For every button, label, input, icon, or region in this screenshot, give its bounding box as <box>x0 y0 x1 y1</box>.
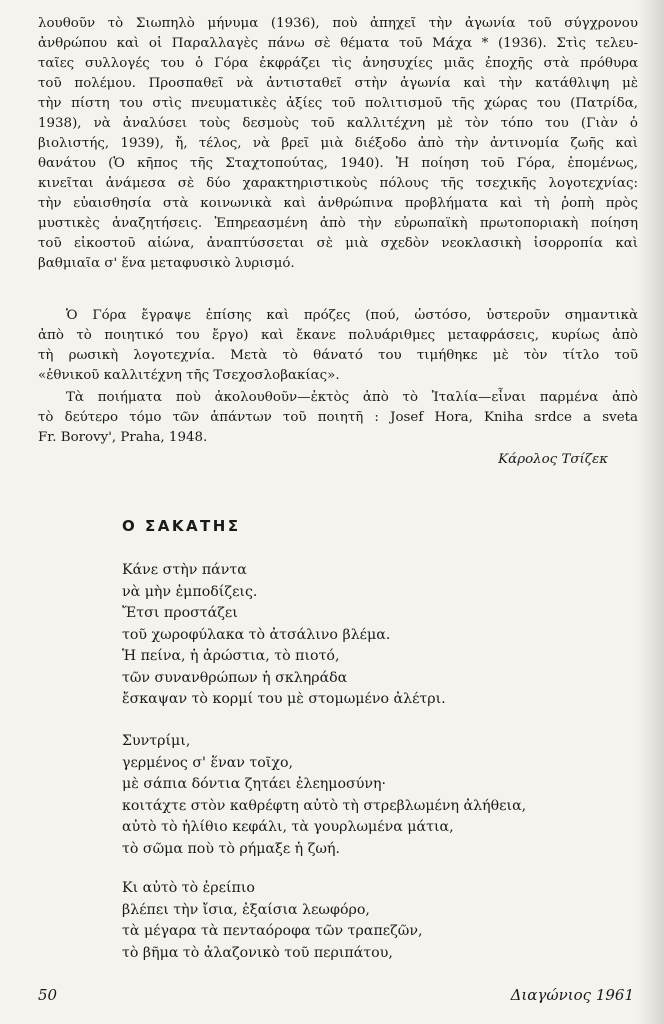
page-number: 50 <box>38 986 58 1004</box>
text-line: ἀπὸ τὸ ποιητικό του ἔργο) καὶ ἔκανε πολυάριθμες μεταφράσεις, κυρίως ἀπὸ <box>38 328 638 343</box>
poem-line: τὸ βῆμα τὸ ἀλαζονικὸ τοῦ περιπάτου, <box>122 944 393 961</box>
poem-line: τὸ σῶμα ποὺ τὸ ρήμαξε ἡ ζωή. <box>122 840 340 857</box>
author-signature: Κάρολος Τσίζεκ <box>498 452 608 467</box>
text-line: κινεῖται ἀνάμεσα σὲ δύο χαρακτηριστικοὺς πόλους τῆς τσεχικῆς λογοτεχνίας: <box>38 176 638 191</box>
text-line: μυστικὲς ἀναζητήσεις. Ἐπηρεασμένη ἀπὸ τὴν εὐρωπαϊκὴ πρωτοποριακὴ ποίηση <box>38 216 638 231</box>
text-line: «ἐθνικοῦ καλλιτέχνη τῆς Τσεχοσλοβακίας». <box>38 368 340 383</box>
text-line: Ὁ Γόρα ἔγραψε ἐπίσης καὶ πρόζες (πού, ὡστόσο, ὑστεροῦν σημαντικὰ <box>66 308 638 323</box>
poem-line: ἔσκαψαν τὸ κορμί του μὲ στομωμένο ἀλέτρι. <box>122 691 446 707</box>
poem-line: τῶν συνανθρώπων ἡ σκληράδα <box>122 669 348 686</box>
poem-line: γερμένος σ' ἕναν τοῖχο, <box>122 754 294 771</box>
text-line: βιολιστής, 1939), ἤ, τέλος, νὰ βρεῖ μιὰ διέξοδο ἀπὸ τὴν ἀντινομία ζωῆς καὶ <box>38 136 638 151</box>
text-line: τοῦ εἰκοστοῦ αἰώνα, ἀναπτύσσεται σὲ μιὰ σχεδὸν νεοκλασικὴ ἰσορροπία καὶ <box>38 236 638 251</box>
text-line: ταῖες συλλογές του ὁ Γόρα ἐκφράζει τὶς ἀνησυχίες μιᾶς ἐποχῆς στὰ πρόθυρα <box>38 56 638 71</box>
poem-line: νὰ μὴν ἐμποδίζεις. <box>122 583 258 600</box>
poem-stanza-2 <box>122 731 526 860</box>
text-line: τὴν εὐαισθησία στὰ κοινωνικὰ καὶ ἀνθρώπινα προβλήματα καὶ τὴ ῥοπὴ πρὸς <box>38 196 638 211</box>
text-line: βαθμιαῖα σ' ἕνα μεταφυσικὸ λυρισμό. <box>38 256 295 271</box>
poem-line: τὰ μέγαρα τὰ πενταόροφα τῶν τραπεζῶν, <box>122 923 423 939</box>
text-line: ἀνθρώπου καὶ οἱ Παραλλαγὲς πάνω σὲ θέματα τοῦ Μάχα * (1936). Στὶς τελευ- <box>38 36 638 51</box>
poem-stanza-3 <box>122 878 423 964</box>
essay-paragraph-1 <box>38 14 638 274</box>
poem-line: αὐτὸ τὸ ἠλίθιο κεφάλι, τὰ γουρλωμένα μάτια, <box>122 819 454 835</box>
poem-line: μὲ σάπια δόντια ζητάει ἐλεημοσύνη· <box>122 776 386 792</box>
poem-line: Ἔτσι προστάζει <box>122 605 238 621</box>
text-line: θανάτου (Ὁ κῆπος τῆς Σταχτοπούτας, 1940). Ἡ ποίηση τοῦ Γόρα, ἑπομένως, <box>38 156 638 171</box>
poem-line: Κι αὐτὸ τὸ ἐρείπιο <box>122 880 255 896</box>
text-line: Τὰ ποιήματα ποὺ ἀκολουθοῦν—ἐκτὸς ἀπὸ τὸ Ἰταλία—εἶναι παρμένα ἀπὸ <box>66 390 638 405</box>
poem-line: τοῦ χωροφύλακα τὸ ἀτσάλινο βλέμα. <box>122 626 391 643</box>
text-line: τοῦ πολέμου. Προσπαθεῖ νὰ ἀντισταθεῖ στὴν ἀγωνία καὶ τὴν κατάθλιψη μὲ <box>38 76 638 91</box>
text-line: τὸ δεύτερο τόμο τῶν ἁπάντων τοῦ ποιητῆ : Josef Hora, Kniha srdce a sveta <box>38 410 638 425</box>
text-line: τὴ ρωσικὴ λογοτεχνία. Μετὰ τὸ θάνατό του τιμήθηκε μὲ τὸν τίτλο τοῦ <box>38 348 638 363</box>
essay-paragraph-3 <box>38 388 638 448</box>
poem-title: Ο ΣΑΚΑΤΗΣ <box>122 517 241 535</box>
text-line: 1938), νὰ ἀναλύσει τοὺς δεσμοὺς τοῦ καλλιτέχνη μὲ τὸν τόπο του (Γιὰν ὁ <box>38 116 638 131</box>
page-shadow-edge <box>638 0 664 1024</box>
poem-line: βλέπει τὴν ἴσια, ἐξαίσια λεωφόρο, <box>122 901 370 918</box>
poem-stanza-1 <box>122 560 446 711</box>
text-line: τὴν πίστη του στὶς πνευματικὲς ἀξίες τοῦ πολιτισμοῦ τῆς χώρας του (Πατρίδα, <box>38 96 638 111</box>
poem-line: Κάνε στὴν πάντα <box>122 562 247 578</box>
text-line: λουθοῦν τὸ Σιωπηλὸ μήνυμα (1936), ποὺ ἀπηχεῖ τὴν ἀγωνία τοῦ σύγχρονου <box>38 16 638 31</box>
poem-line: κοιτάχτε στὸν καθρέφτη αὐτὸ τὴ στρεβλωμένη ἀλήθεια, <box>122 797 527 814</box>
text-line: Fr. Borovy', Praha, 1948. <box>38 430 208 445</box>
essay-paragraph-2 <box>38 306 638 386</box>
poem-line: Συντρίμι, <box>122 733 191 749</box>
poem-line: Ἡ πείνα, ἡ ἀρώστια, τὸ πιοτό, <box>122 648 340 664</box>
journal-issue: Διαγώνιος 1961 <box>510 986 634 1004</box>
